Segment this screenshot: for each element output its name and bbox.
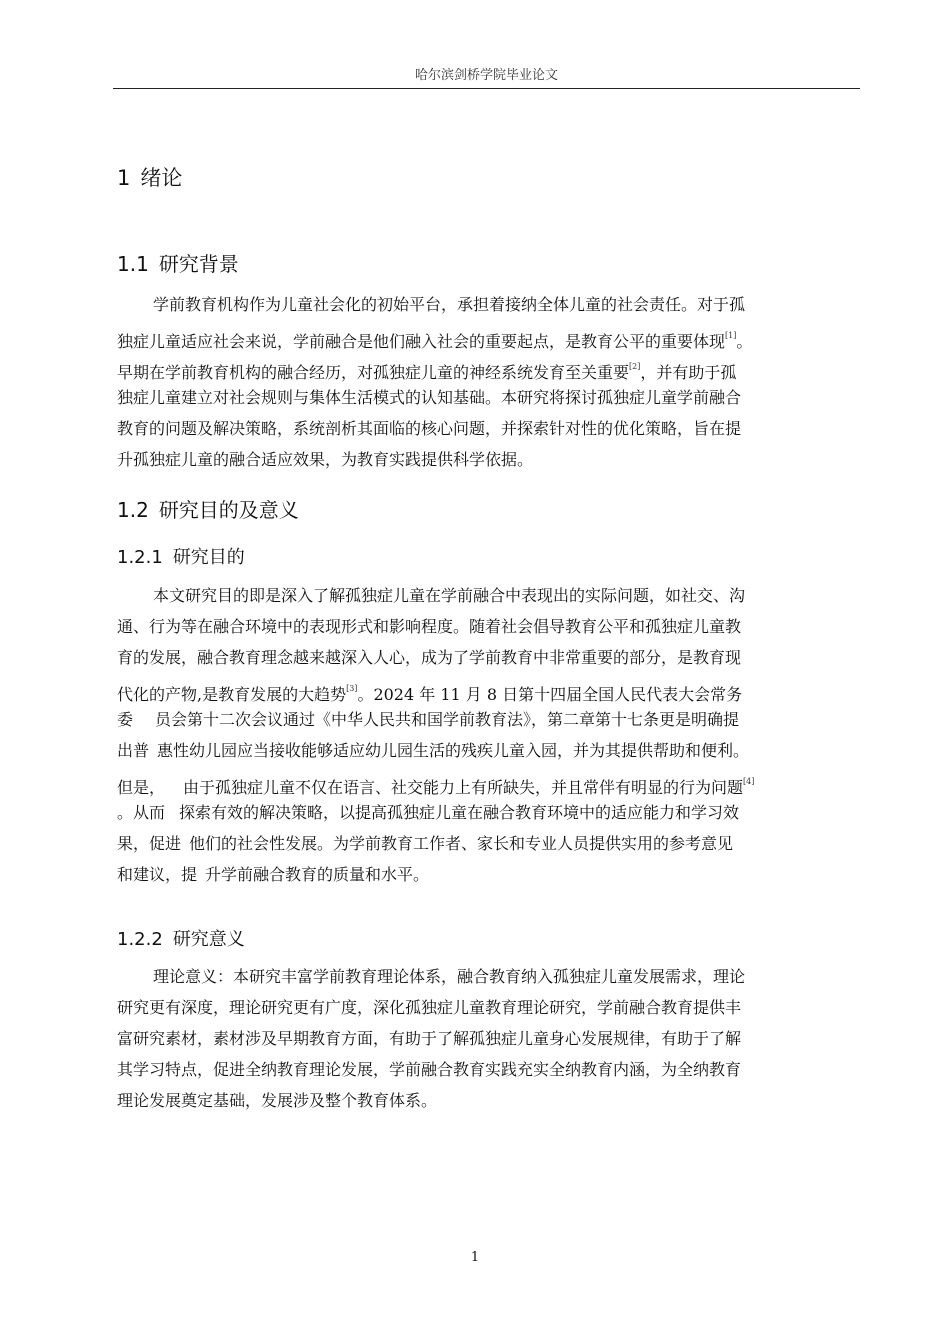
text-line: 研究更有深度，理论研究更有广度，深化孤独症儿童教育理论研究，学前融合教育提供丰: [117, 998, 742, 1017]
text-line: [117, 704, 866, 735]
section-number: 1.2: [117, 498, 149, 522]
section-title: 研究背景: [158, 252, 239, 276]
text-line: [117, 735, 866, 766]
text-run: 由于孤独症儿童不仅在语言、社交能力上有所缺失，并且常伴有明显的行为问题: [183, 778, 744, 797]
text-run: 代化的产物,是教育发展的大趋势: [117, 685, 347, 704]
text-line: 理论意义：本研究丰富学前教育理论体系，融合教育纳入孤独症儿童发展需求，理论: [153, 967, 746, 986]
subsection-number: 1.2.2: [117, 929, 163, 950]
chapter-number: 1: [117, 166, 131, 190]
text-line: [117, 351, 866, 382]
text-line: 育的发展，融合教育理念越来越深入人心，成为了学前教育中非常重要的部分，是教育现: [117, 648, 742, 667]
citation-ref: [4]: [743, 777, 755, 786]
text-run: 果，促进: [117, 834, 182, 853]
page-number: 1: [470, 1250, 480, 1265]
text-line: [117, 797, 866, 828]
subsection-heading-1-2-1: [117, 543, 245, 569]
text-line: 学前教育机构作为儿童社会化的初始平台，承担着接纳全体儿童的社会责任。对于孤: [153, 295, 746, 314]
text-line: [117, 828, 866, 859]
text-run: 和建议，提: [117, 865, 198, 884]
text-run: 他们的社会性发展。为学前教育工作者、家长和专业人员提供实用的参考意见: [189, 834, 734, 853]
chapter-heading: [117, 162, 182, 192]
section-heading-1-2: [117, 494, 299, 523]
citation-ref: [2]: [629, 362, 641, 371]
text-line: [117, 766, 866, 797]
subsection-heading-1-2-2: [117, 925, 245, 951]
section-number: 1.1: [117, 252, 149, 276]
paragraph-purpose: [117, 580, 866, 890]
text-line: 升孤独症儿童的融合适应效果，为教育实践提供科学依据。: [117, 450, 534, 469]
text-line: 本文研究目的即是深入了解孤独症儿童在学前融合中表现出的实际问题，如社交、沟: [153, 586, 746, 605]
text-line: [117, 673, 866, 704]
subsection-title: 研究意义: [172, 929, 245, 950]
text-run: 。从而: [117, 803, 166, 822]
header-divider: [113, 88, 860, 89]
text-run: 升学前融合教育的质量和水平。: [205, 865, 430, 884]
text-run: 独症儿童适应社会来说，学前融合是他们融入社会的重要起点，是教育公平的重要体现: [117, 332, 726, 351]
text-run: 。2024 年 11 月 8 日第十四届全国人民代表大会常务: [357, 685, 743, 704]
chapter-title: 绪论: [140, 166, 183, 190]
text-run: 早期在学前教育机构的融合经历，对孤独症儿童的神经系统发育至关重要: [117, 363, 630, 382]
subsection-number: 1.2.1: [117, 547, 163, 568]
citation-ref: [1]: [725, 331, 737, 340]
text-run: 但是，: [117, 778, 166, 797]
subsection-title: 研究目的: [172, 547, 245, 568]
citation-ref: [3]: [346, 684, 358, 693]
text-run: 员会第十二次会议通过《中华人民共和国学前教育法》，第二章第十七条更是明确提: [155, 710, 740, 729]
text-line: [117, 320, 866, 351]
text-run: 探索有效的解决策略，以提高孤独症儿童在融合教育环境中的适应能力和学习效: [179, 803, 740, 822]
paragraph-significance: [117, 961, 866, 1116]
running-header: 哈尔滨剑桥学院毕业论文: [414, 68, 558, 83]
text-line: [117, 859, 866, 890]
text-line: 通、行为等在融合环境中的表现形式和影响程度。随着社会倡导教育公平和孤独症儿童教: [117, 617, 742, 636]
section-title: 研究目的及意义: [158, 498, 299, 522]
text-line: 教育的问题及解决策略，系统剖析其面临的核心问题，并探索针对性的优化策略，旨在提: [117, 419, 742, 438]
text-run: 。: [736, 332, 753, 351]
text-line: 独症儿童建立对社会规则与集体生活模式的认知基础。本研究将探讨孤独症儿童学前融合: [117, 388, 742, 407]
text-run: 委: [117, 710, 134, 729]
text-line: 其学习特点，促进全纳教育理论发展，学前融合教育实践充实全纳教育内涵，为全纳教育: [117, 1060, 742, 1079]
paragraph-background: [117, 289, 866, 475]
text-line: 理论发展奠定基础，发展涉及整个教育体系。: [117, 1091, 438, 1110]
text-line: 富研究素材，素材涉及早期教育方面，有助于了解孤独症儿童身心发展规律，有助于了解: [117, 1029, 742, 1048]
section-heading-1-1: [117, 248, 239, 277]
text-run: ，并有助于孤: [640, 363, 737, 382]
text-run: 惠性幼儿园应当接收能够适应幼儿园生活的残疾儿童入园，并为其提供帮助和便利。: [157, 741, 750, 760]
text-run: 出普: [117, 741, 150, 760]
